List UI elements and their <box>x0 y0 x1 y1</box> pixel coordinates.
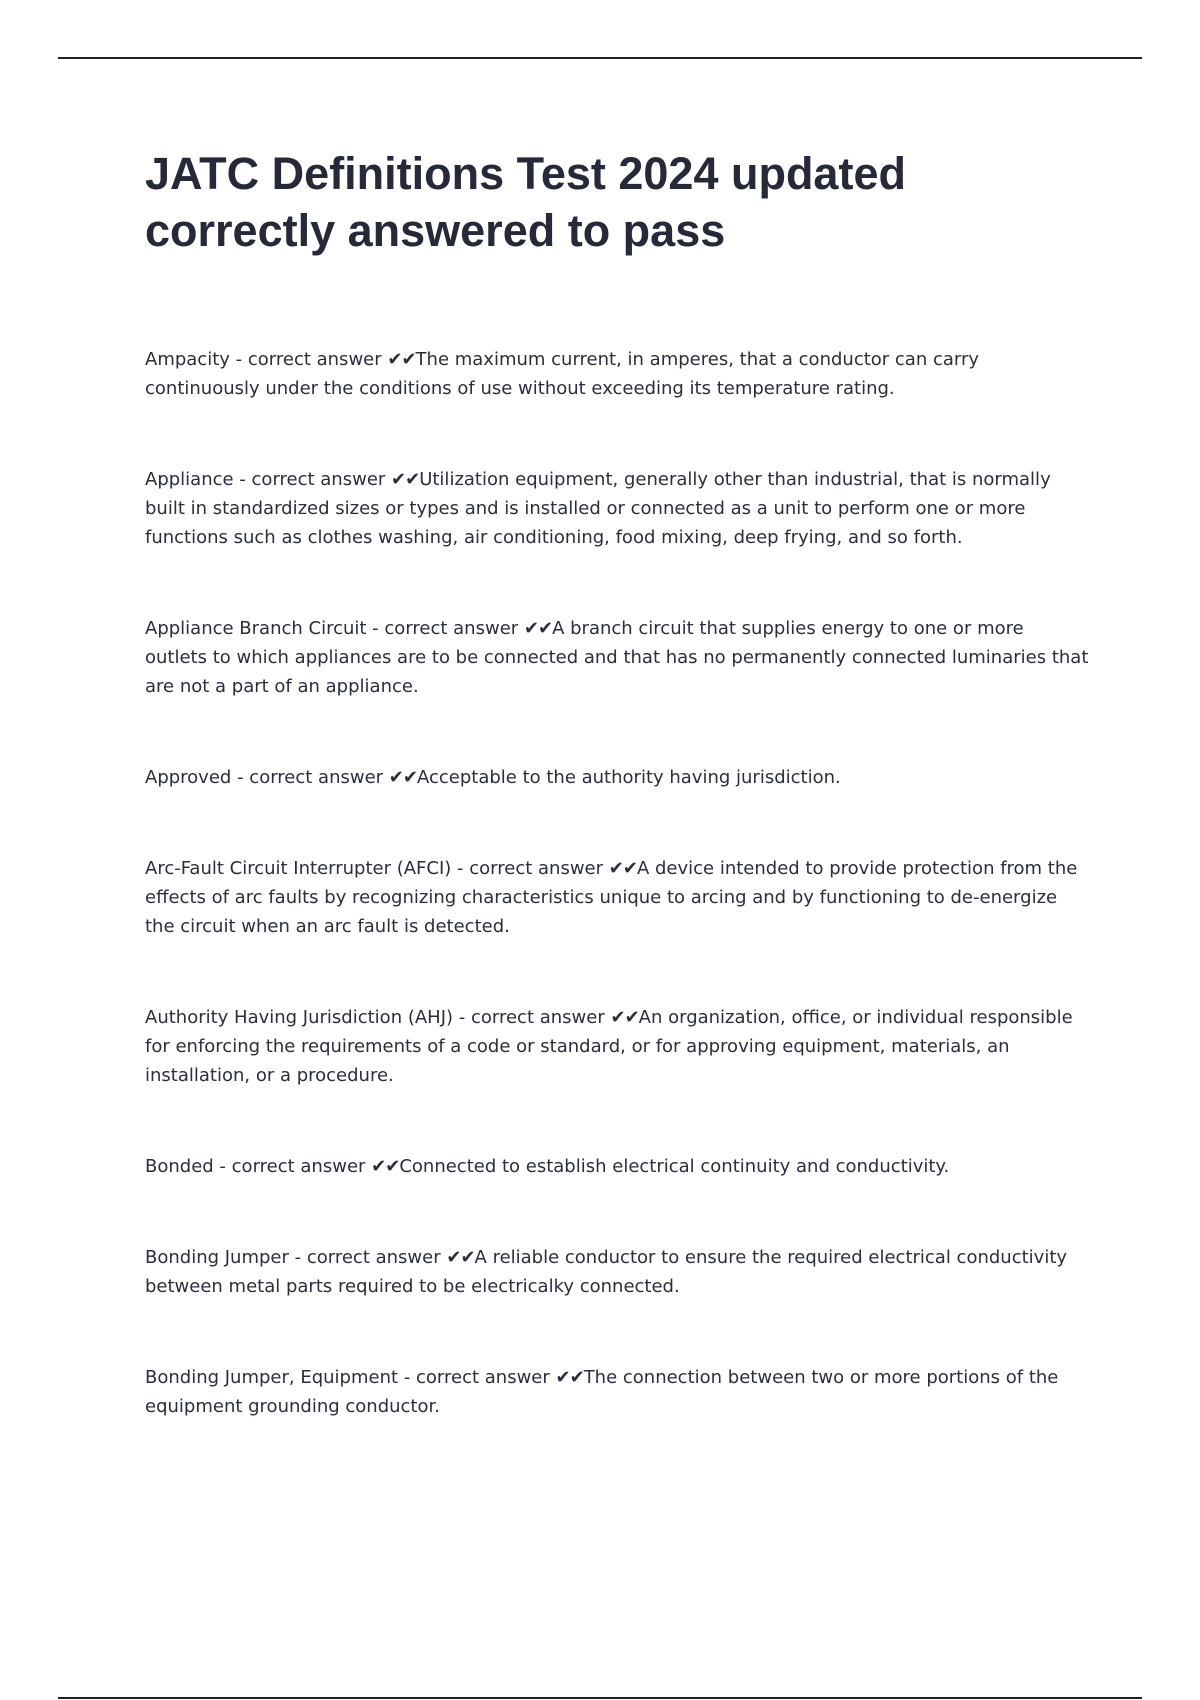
definition-entry <box>145 1152 1090 1181</box>
double-check-icon: ✔✔ <box>388 767 417 788</box>
entry-answer-marker: correct answer <box>470 1007 605 1028</box>
entry-separator: - <box>288 1247 307 1268</box>
definition-entry <box>145 1003 1090 1090</box>
entry-answer-marker: correct answer <box>469 858 604 879</box>
definition-entry <box>145 1363 1090 1421</box>
entry-separator: - <box>398 1367 417 1388</box>
entry-answer-marker: correct answer <box>384 618 519 639</box>
entry-definition: An organization, office, or individual responsible for enforcing the requirements of a code or standard, or for approving equipment, materials, an installation, or a procedure. <box>145 1007 1073 1086</box>
entry-definition: Utilization equipment, generally other than industrial, that is normally built in standardized sizes or types and is installed or connected as a unit to perform one or more functions such as clothes washing, air conditioning, food mixing, deep frying, and so forth. <box>145 469 1051 548</box>
double-check-icon: ✔✔ <box>391 469 420 490</box>
entry-separator: - <box>453 1007 471 1028</box>
entry-term: Authority Having Jurisdiction (AHJ) <box>145 1007 454 1028</box>
entry-separator: - <box>233 469 252 490</box>
entry-term: Bonding Jumper, Equipment <box>145 1367 399 1388</box>
bottom-divider <box>58 1697 1142 1699</box>
top-divider <box>58 57 1142 59</box>
entry-definition: The maximum current, in amperes, that a conductor can carry continuously under the conditions of use without exceeding its temperature rating. <box>145 349 980 399</box>
entry-separator: - <box>366 618 385 639</box>
double-check-icon: ✔✔ <box>523 618 553 639</box>
entry-separator: - <box>213 1156 232 1177</box>
entry-definition: Connected to establish electrical continuity and conductivity. <box>399 1156 950 1177</box>
entry-separator: - <box>229 349 248 370</box>
definition-entry <box>145 465 1090 552</box>
entry-term: Ampacity <box>145 349 230 370</box>
definitions-list <box>145 345 1090 1483</box>
entry-term: Appliance Branch Circuit <box>145 618 367 639</box>
entry-term: Bonding Jumper <box>145 1247 289 1268</box>
entry-definition: A device intended to provide protection from the effects of arc faults by recognizing characteristics unique to arcing and by functioning to de-energize the circuit when an arc fault is detected. <box>145 858 1078 937</box>
entry-definition: A reliable conductor to ensure the required electrical conductivity between metal parts required to be electricalky connected. <box>145 1247 1068 1297</box>
double-check-icon: ✔✔ <box>608 858 637 879</box>
double-check-icon: ✔✔ <box>371 1156 400 1177</box>
double-check-icon: ✔✔ <box>387 349 416 370</box>
entry-term: Appliance <box>145 469 234 490</box>
entry-answer-marker: correct answer <box>247 349 382 370</box>
definition-entry <box>145 614 1090 701</box>
entry-separator: - <box>451 858 470 879</box>
definition-entry <box>145 854 1090 941</box>
entry-answer-marker: correct answer <box>306 1247 441 1268</box>
entry-term: Arc-Fault Circuit Interrupter (AFCI) <box>145 858 452 879</box>
double-check-icon: ✔✔ <box>555 1367 584 1388</box>
entry-answer-marker: correct answer <box>251 469 386 490</box>
entry-definition: The connection between two or more portions of the equipment grounding conductor. <box>145 1367 1059 1417</box>
double-check-icon: ✔✔ <box>446 1247 475 1268</box>
entry-definition: A branch circuit that supplies energy to one or more outlets to which appliances are to be connected and that has no permanently connected luminaries that are not a part of an appliance. <box>145 618 1089 697</box>
entry-term: Bonded <box>145 1156 214 1177</box>
definition-entry <box>145 1243 1090 1301</box>
entry-term: Approved <box>145 767 232 788</box>
entry-separator: - <box>231 767 250 788</box>
entry-answer-marker: correct answer <box>416 1367 550 1388</box>
definition-entry <box>145 345 1090 403</box>
entry-answer-marker: correct answer <box>231 1156 366 1177</box>
document-title: JATC Definitions Test 2024 updated correctly answered to pass <box>145 148 906 256</box>
definition-entry <box>145 763 1090 792</box>
entry-definition: Acceptable to the authority having jurisdiction. <box>416 767 841 788</box>
entry-answer-marker: correct answer <box>249 767 384 788</box>
double-check-icon: ✔✔ <box>610 1007 639 1028</box>
